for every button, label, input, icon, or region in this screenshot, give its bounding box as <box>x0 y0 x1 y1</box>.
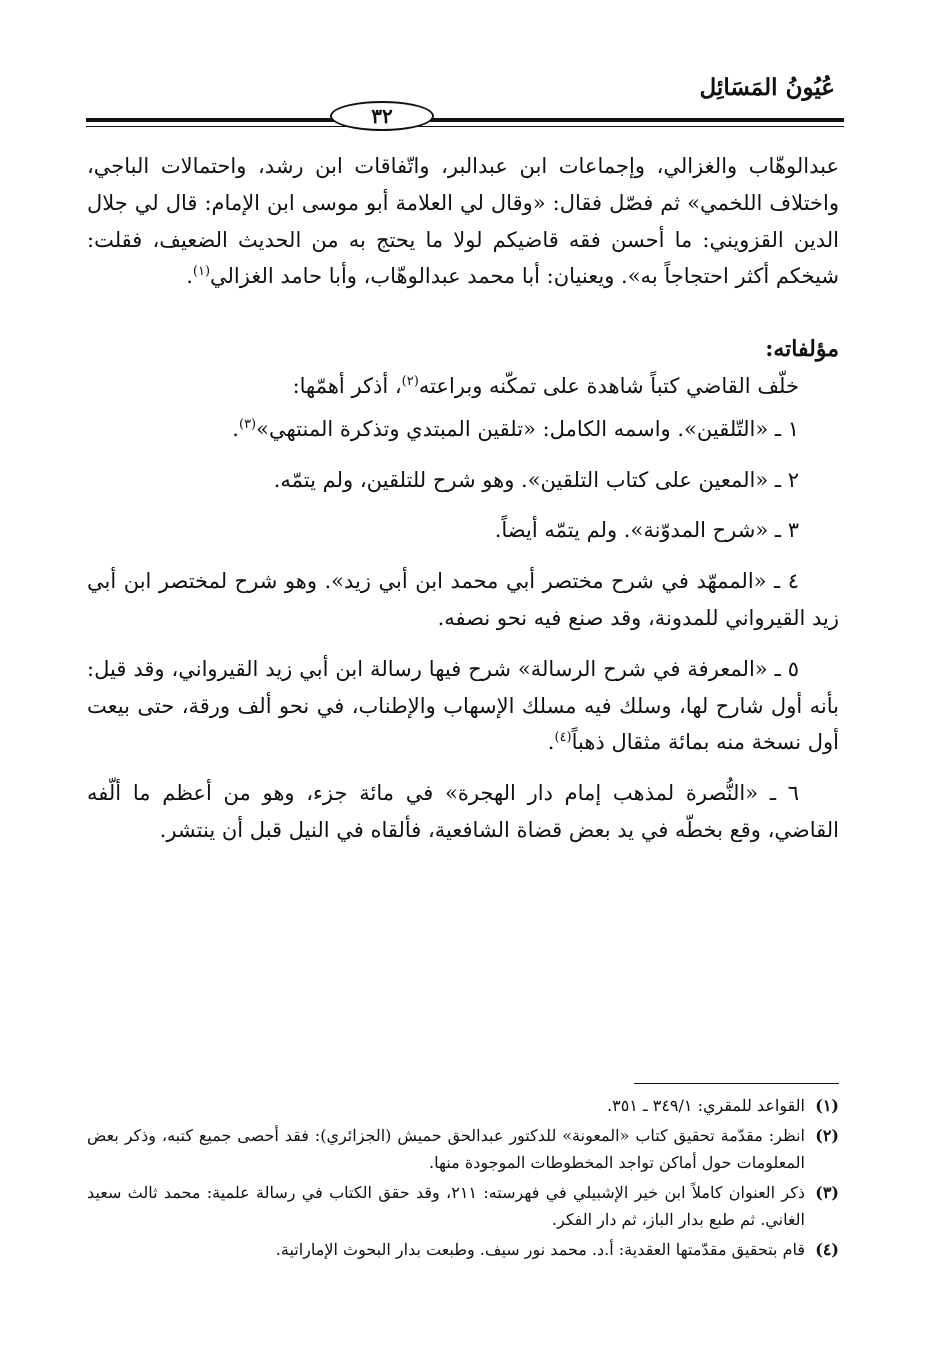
footnote-text: انظر: مقدّمة تحقيق كتاب «المعونة» للدكتور عبدالحق حميش (الجزائري): فقد أحصى جميع كتبه، وذكر بعض المعلومات حول أماكن تواجد المخطوطات الموجودة منها. <box>87 1125 806 1172</box>
intro-paragraph <box>87 148 839 295</box>
list-item-5 <box>87 651 839 761</box>
item5-text: ٥ ـ «المعرفة في شرح الرسالة» شرح فيها رسالة ابن أبي زيد القيرواني، وقد قيل: بأنه أول شارح لها، وسلك فيه مسلك الإسهاب والإطناب، في نحو ألف ورقة، حتى بيعت أول نسخة منه بمائة مثقال ذهباً <box>87 656 839 755</box>
footnote-ref-2: (٢) <box>401 373 419 389</box>
footnotes <box>87 1092 839 1265</box>
item5-end: . <box>547 730 555 755</box>
intro-text: عبدالوهّاب والغزالي، وإجماعات ابن عبدالبر، واتّفاقات ابن رشد، واحتمالات الباجي، واختلاف اللخمي» ثم فصّل فقال: «وقال لي العلامة أبو موسى ابن الإمام: قال لي جلال الدين القزويني: ما أحسن فقه قاضيكم لولا ما يحتج به من الحديث الضعيف، فقلت: شيخكم أكثر احتجاجاً به». ويعنيان: أبا محمد عبدالوهّاب، وأبا حامد الغزالي <box>87 154 839 289</box>
footnote <box>87 1122 839 1177</box>
section-heading: مؤلفاته: <box>765 336 839 363</box>
item1-end: . <box>232 416 239 441</box>
footnote-text: قام بتحقيق مقدّمتها العقدية: أ.د. محمد نور سيف. وطبعت بدار البحوث الإماراتية. <box>275 1239 805 1259</box>
main-text <box>87 148 839 849</box>
intro-end: . <box>186 264 193 289</box>
footnote <box>87 1092 839 1120</box>
footnote-separator <box>634 1083 839 1084</box>
list-item-3: ٣ ـ «شرح المدوّنة». ولم يتمّه أيضاً. <box>494 518 799 543</box>
lead-text-a: خلّف القاضي كتباً شاهدة على تمكّنه وبراعته <box>418 373 799 398</box>
list-item-4: ٤ ـ «الممهّد في شرح مختصر أبي محمد ابن أبي زيد». وهو شرح لمختصر ابن أبي زيد القيرواني للمدونة، وقد صنع فيه نحو نصفه. <box>87 569 839 630</box>
header-rule-thin <box>86 126 844 127</box>
footnote-text: ذكر العنوان كاملاً ابن خير الإشبيلي في فهرسته: ٢١١، وقد حقق الكتاب في رسالة علمية: محمد ثالث سعيد الغاني. ثم طبع بدار الباز، ثم دار الفكر. <box>87 1182 805 1229</box>
footnote-number: (٤) <box>815 1239 839 1259</box>
running-head-title: عُيُونُ المَسَائِل <box>699 74 835 101</box>
footnote <box>87 1236 839 1264</box>
footnote-ref-1: (١) <box>192 264 211 280</box>
footnote-number: (١) <box>815 1096 839 1115</box>
page-number: ٣٢ <box>330 101 434 131</box>
list-item-6: ٦ ـ «النُّصرة لمذهب إمام دار الهجرة» في مائة جزء، وهو من أعظم ما ألّفه القاضي، وقع بخطّه في يد بعض قضاة الشافعية، فألقاه في النيل قبل أن ينتشر. <box>87 781 839 842</box>
header-rule-thick <box>86 118 844 122</box>
list-item-1 <box>87 411 839 448</box>
list-item-2: ٢ ـ «المعين على كتاب التلقين». وهو شرح للتلقين، ولم يتمّه. <box>273 467 799 492</box>
footnote-number: (٣) <box>815 1182 839 1202</box>
footnote-number: (٢) <box>815 1125 839 1145</box>
lead-text-b: ، أذكر أهمّها: <box>292 373 402 398</box>
footnote-ref-3: (٣) <box>238 416 257 432</box>
footnote-ref-4: (٤) <box>554 730 572 746</box>
item1-text: ١ ـ «التّلقين». واسمه الكامل: «تلقين المبتدي وتذكرة المنتهي» <box>256 416 799 441</box>
lead-paragraph <box>87 368 839 405</box>
footnote-text: القواعد للمقري: ٣٤٩/١ ـ ٣٥١. <box>607 1096 805 1115</box>
footnote <box>87 1179 839 1234</box>
